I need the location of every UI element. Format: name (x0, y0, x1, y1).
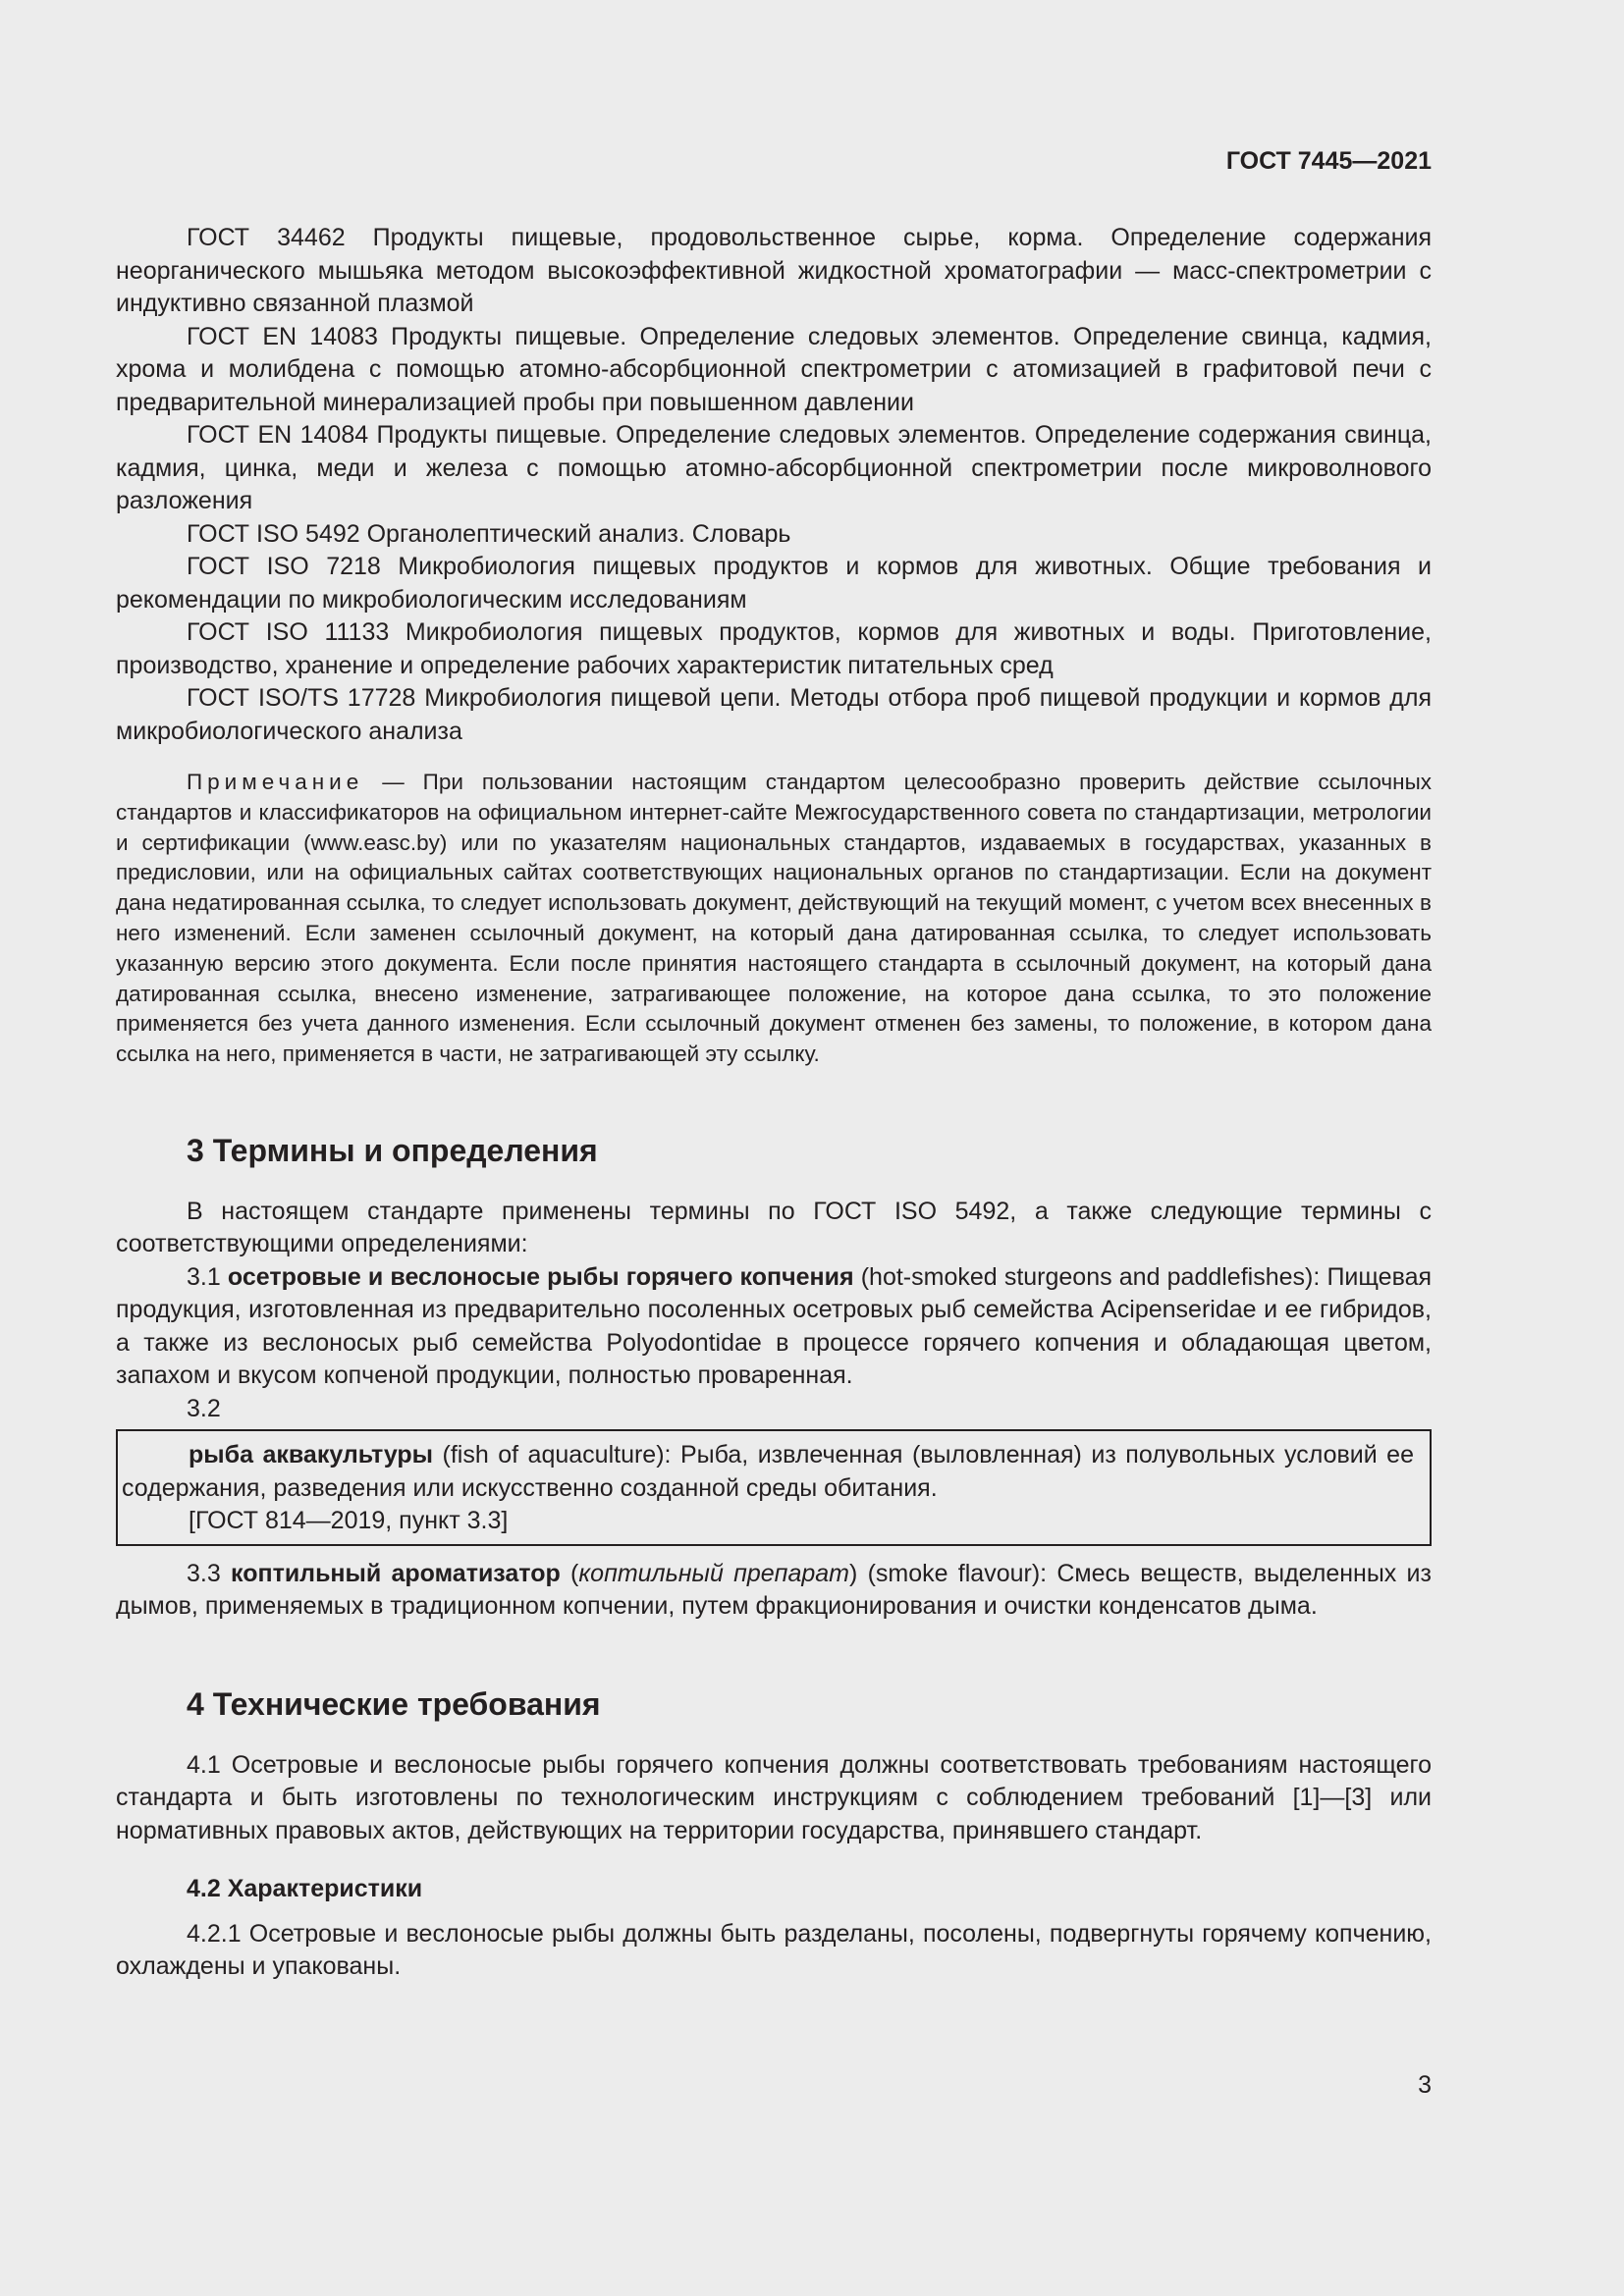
term-3-3 (116, 1558, 1432, 1624)
term-3-2-number: 3.2 (187, 1394, 221, 1422)
reference-item: ГОСТ 34462 Продукты пищевые, продовольственное сырье, корма. Определение содержания неорганического мышьяка методом высокоэффективной жидкостной хроматографии — масс-спектрометрии с индуктивно связанной плазмой (116, 224, 1432, 317)
note-label: Примечание (187, 770, 364, 794)
term-name: осетровые и веслоносые рыбы горячего копчения (227, 1262, 854, 1291)
term-synonym: коптильный препарат (578, 1559, 849, 1587)
term-definition: (fish of aquaculture): Рыба, извлеченная (выловленная) из полувольных условий ее содержания, разведения или искусственно созданной среды обитания. (122, 1441, 1414, 1502)
reference-item: ГОСТ ISO 7218 Микробиология пищевых продуктов и кормов для животных. Общие требования и рекомендации по микробиологическим исследованиям (116, 553, 1432, 614)
term-3-2-box (116, 1429, 1432, 1546)
subsection-4-2-heading: 4.2 Характеристики (187, 1875, 423, 1903)
reference-item: ГОСТ ISO 5492 Органолептический анализ. Словарь (187, 519, 791, 548)
term-3-1 (116, 1261, 1432, 1393)
term-open-paren: ( (560, 1559, 579, 1587)
section-3-heading: 3 Термины и определения (187, 1132, 598, 1168)
note-paragraph (116, 768, 1432, 1070)
reference-item: ГОСТ EN 14083 Продукты пищевые. Определение следовых элементов. Определение свинца, кадмия, хрома и молибдена с помощью атомно-абсорбционной спектрометрии с атомизацией в графитовой печи с предварительной минерализацией пробы при повышенном давлении (116, 322, 1432, 416)
clause-4-2-1: 4.2.1 Осетровые и веслоносые рыбы должны быть разделаны, посолены, подвергнуты горячему копчению, охлаждены и упакованы. (116, 1919, 1432, 1981)
term-source-ref: [ГОСТ 814—2019, пункт 3.3] (189, 1507, 509, 1535)
reference-item: ГОСТ ISO/TS 17728 Микробиология пищевой цепи. Методы отбора проб пищевой продукции и кормов для микробиологического анализа (116, 684, 1432, 745)
term-number: 3.1 (187, 1262, 228, 1291)
clause-4-1: 4.1 Осетровые и веслоносые рыбы горячего копчения должны соответствовать требованиям настоящего стандарта и быть изготовлены по технологическим инструкциям с соблюдением требований [1]—[3] или нормативных правовых актов, действующих на территории государства, принявшего стандарт. (116, 1750, 1432, 1844)
term-number: 3.3 (187, 1559, 232, 1587)
page-content (116, 222, 1432, 1984)
references-list (116, 222, 1432, 748)
note-dash: — (363, 770, 423, 794)
term-definition: ) (smoke flavour): Смесь веществ, выделенных из дымов, применяемых в традиционном копчении, путем фракционирования и очистки конденсатов дыма. (116, 1559, 1432, 1621)
section-3-intro: В настоящем стандарте применены термины по ГОСТ ISO 5492, а также следующие термины с соответствующими определениями: (116, 1197, 1432, 1258)
note-text: При пользовании настоящим стандартом целесообразно проверить действие ссылочных стандартов и классификаторов на официальном интернет-сайте Межгосударственного совета по стандартизации, метрологии и сертификации (www.easc.by) или по указателям национальных стандартов, издаваемых в государствах, указанных в предисловии, или на официальных сайтах соответствующих национальных органов по стандартизации. Если на документ дана недатированная ссылка, то следует использовать документ, действующий на текущий момент, с учетом всех внесенных в него изменений. Если заменен ссылочный документ, на который дана датированная ссылка, то следует использовать указанную версию этого документа. Если после принятия настоящего стандарта в ссылочный документ, на который дана датированная ссылка, внесено изменение, затрагивающее положение, на которое дана ссылка, то это положение применяется без учета данного изменения. Если ссылочный документ отменен без замены, то положение, в котором дана ссылка на него, применяется в части, не затрагивающей эту ссылку. (116, 770, 1432, 1067)
section-4-heading: 4 Технические требования (187, 1685, 601, 1722)
term-definition: (hot-smoked sturgeons and paddlefishes): Пищевая продукция, изготовленная из предварительно посоленных осетровых рыб семейства Acipenseridae и ее гибридов, а также из веслоносых рыб семейства Polyodontidae в процессе горячего копчения и обладающая цветом, запахом и вкусом копченой продукции, полностью проваренная. (116, 1262, 1433, 1390)
page-number: 3 (1418, 2071, 1432, 2099)
reference-item: ГОСТ EN 14084 Продукты пищевые. Определение следовых элементов. Определение содержания свинца, кадмия, цинка, меди и железа с помощью атомно-абсорбционной спектрометрии после микроволнового разложения (116, 421, 1432, 514)
term-name: коптильный ароматизатор (231, 1559, 561, 1587)
standard-header: ГОСТ 7445—2021 (1225, 147, 1432, 175)
reference-item: ГОСТ ISO 11133 Микробиология пищевых продуктов, кормов для животных и воды. Приготовление, производство, хранение и определение рабочих характеристик питательных сред (116, 618, 1432, 679)
term-name: рыба аквакультуры (189, 1441, 434, 1469)
term-3-2 (122, 1439, 1414, 1505)
